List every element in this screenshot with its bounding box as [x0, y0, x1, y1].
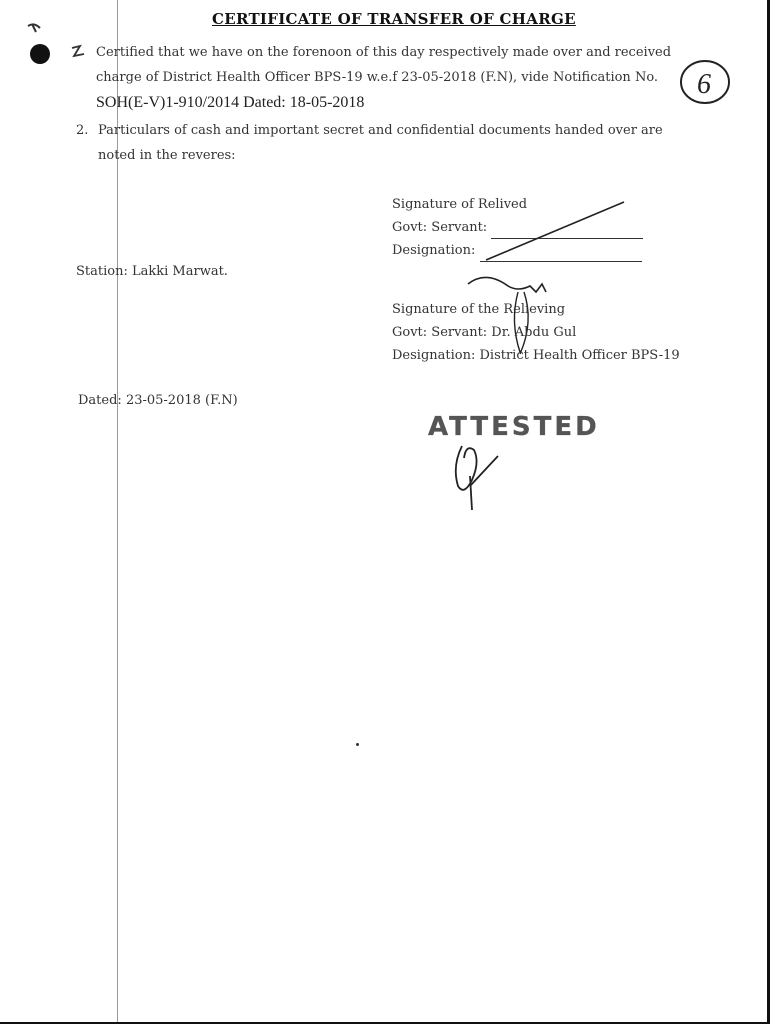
dated-row — [78, 389, 238, 412]
page-mark-text: 6 — [697, 69, 711, 100]
document-title: CERTIFICATE OF TRANSFER OF CHARGE — [212, 10, 576, 28]
attested-signature-scribble — [440, 436, 510, 516]
relieving-signature-label: Signature of the Relieving — [392, 302, 566, 317]
relieving-signature-block — [392, 298, 680, 367]
circled-page-number-mark — [676, 56, 734, 108]
station-label: Station: — [76, 264, 128, 279]
speck — [356, 743, 359, 746]
station-row — [76, 260, 228, 283]
strike-through-line — [480, 198, 630, 264]
para1-line2: charge of District Health Officer BPS-19 w.e.f 23-05-2018 (F.N), vide Notification No. — [96, 70, 659, 85]
particulars-paragraph — [98, 118, 688, 168]
handwritten-scribble-icon — [22, 18, 62, 58]
para2-line1: Particulars of cash and important secret and confidential documents handed over are — [98, 123, 663, 138]
dated-value: 23-05-2018 (F.N) — [125, 393, 238, 408]
certification-paragraph — [96, 40, 686, 115]
attested-stamp: ATTESTED — [428, 412, 600, 442]
para2-line2: noted in the reveres: — [98, 148, 236, 163]
handwritten-one-mark-icon — [70, 40, 92, 60]
station-value: Lakki Marwat. — [131, 264, 228, 279]
relieved-designation-label: Designation: — [392, 243, 476, 258]
relieving-designation-line: Designation: District Health Officer BPS-19 — [392, 348, 680, 363]
notification-number: SOH(E-V)1-910/2014 Dated: 18-05-2018 — [96, 94, 365, 111]
relieved-servant-label: Govt: Servant: — [392, 220, 488, 235]
dated-label: Dated: — [78, 393, 122, 408]
para2-number: 2. — [76, 123, 89, 138]
relieving-servant-line: Govt: Servant: Dr. Abdu Gul — [392, 325, 577, 340]
para1-line1: Certified that we have on the forenoon of this day respectively made over and received — [96, 45, 672, 60]
relieved-signature-label: Signature of Relived — [392, 197, 528, 212]
